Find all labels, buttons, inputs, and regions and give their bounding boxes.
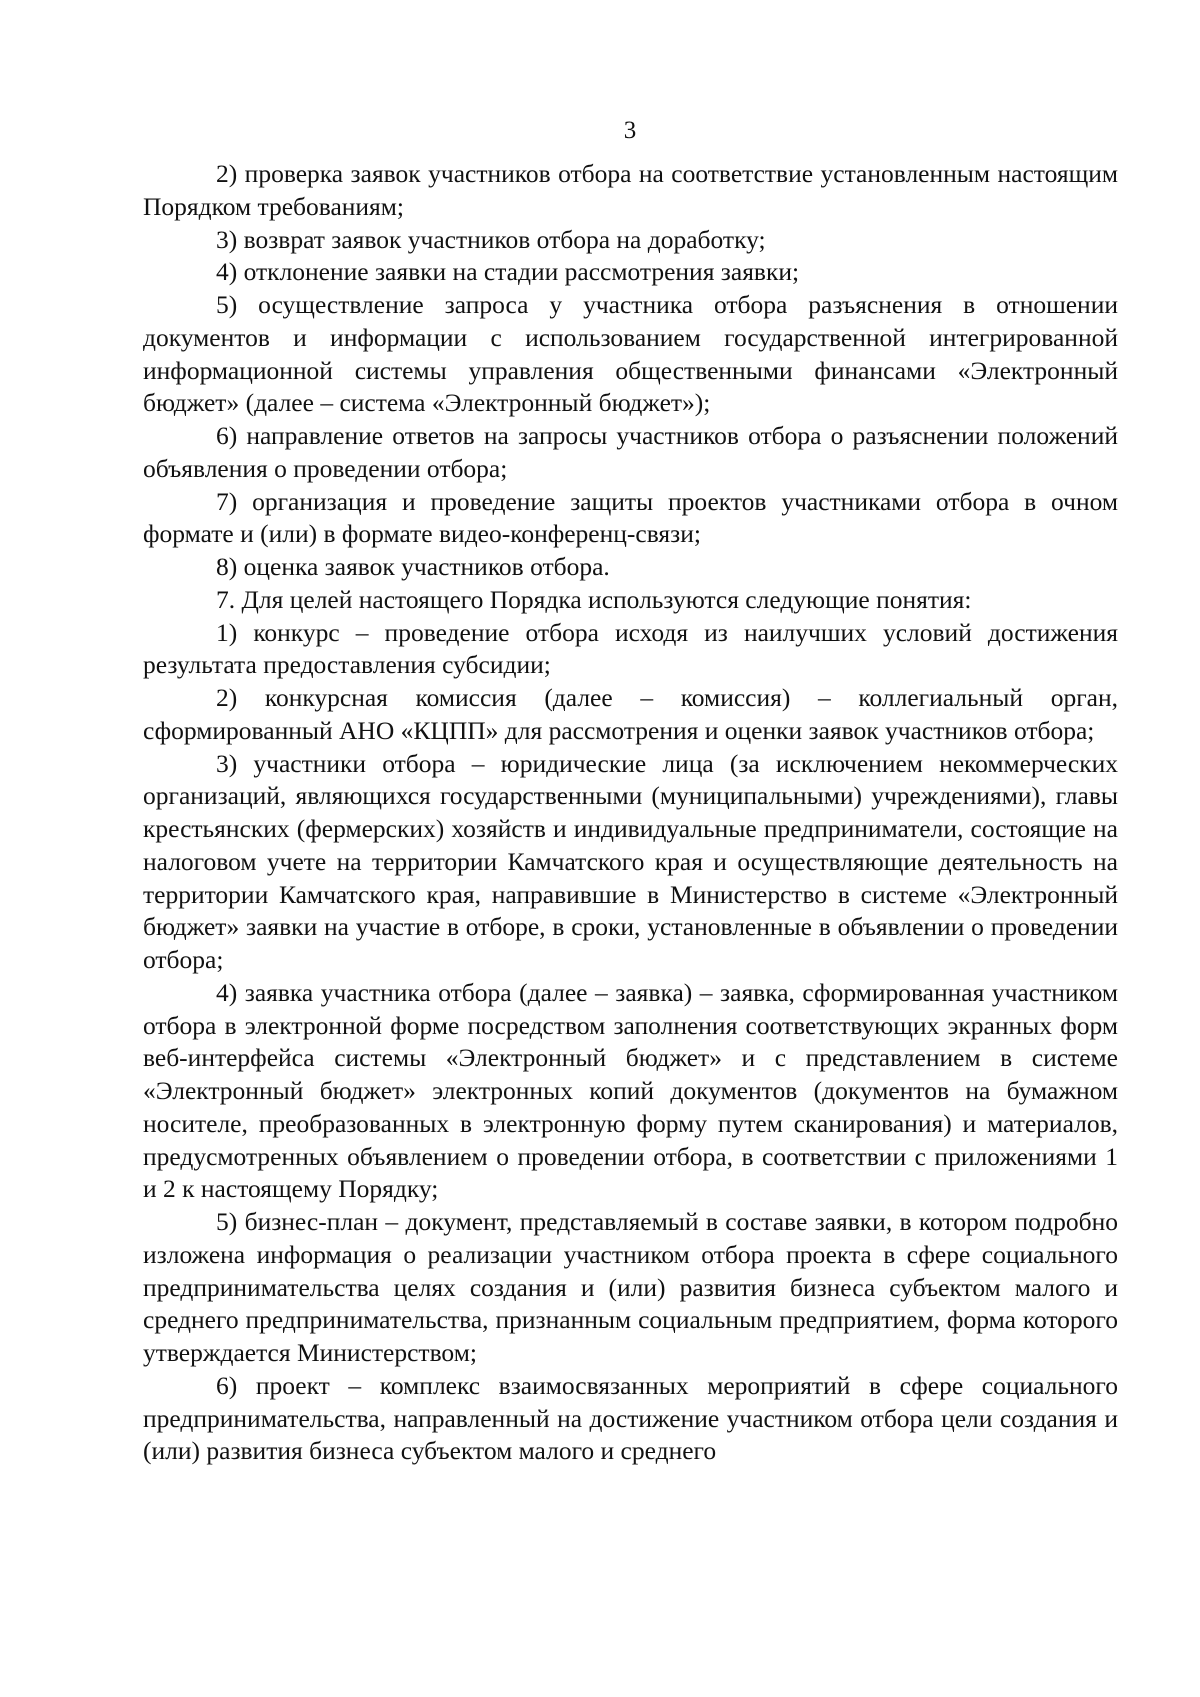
paragraph-definition-application: 4) заявка участника отбора (далее – заявка) – заявка, сформированная участником отбора в электронной форме посредством заполнения соответствующих экранных форм веб-интерфейса системы «Электронный бюджет» и с представлением в системе «Электронный бюджет» электронных копий документов (документов на бумажном носителе, преобразованных в электронную форму путем сканирования) и материалов, предусмотренных объявлением о проведении отбора, в соответствии с приложениями 1 и 2 к настоящему Порядку; bbox=[143, 977, 1118, 1204]
paragraph-definition-commission: 2) конкурсная комиссия (далее – комиссия) – коллегиальный орган, сформированный АНО «КЦПП» для рассмотрения и оценки заявок участников отбора; bbox=[143, 683, 1118, 745]
page-number: 3 bbox=[623, 117, 637, 144]
document-body bbox=[143, 158, 1118, 1468]
paragraph-item-4-reject-application: 4) отклонение заявки на стадии рассмотрения заявки; bbox=[216, 257, 800, 287]
paragraph-item-8-evaluation: 8) оценка заявок участников отбора. bbox=[216, 552, 610, 581]
paragraph-definition-contest: 1) конкурс – проведение отбора исходя из наилучших условий достижения результата предоставления субсидии; bbox=[143, 617, 1118, 680]
paragraph-item-5-clarification-request: 5) осуществление запроса у участника отбора разъяснения в отношении документов и информации с использованием государственной интегрированной информационной системы управления общественными финансами «Электронный бюджет» (далее – система «Электронный бюджет»); bbox=[143, 290, 1118, 418]
paragraph-definition-business-plan: 5) бизнес-план – документ, представляемый в составе заявки, в котором подробно изложена информация о реализации участником отбора проекта в сфере социального предпринимательства целях создания и (или) развития бизнеса субъектом малого и среднего предпринимательства, признанным социальным предприятием, форма которого утверждается Министерством; bbox=[143, 1207, 1118, 1367]
paragraph-item-3-return-applications: 3) возврат заявок участников отбора на доработку; bbox=[216, 224, 766, 254]
paragraph-item-7-project-defense: 7) организация и проведение защиты проектов участниками отбора в очном формате и (или) в формате видео-конференц-связи; bbox=[143, 486, 1118, 549]
paragraph-section-7-definitions: 7. Для целей настоящего Порядка используются следующие понятия: bbox=[216, 584, 972, 614]
paragraph-definition-project: 6) проект – комплекс взаимосвязанных мероприятий в сфере социального предпринимательства, направленный на достижение участником отбора цели создания и (или) развития бизнеса субъектом малого и среднего bbox=[143, 1370, 1118, 1466]
paragraph-item-2-check-applications: 2) проверка заявок участников отбора на соответствие установленным настоящим Порядком требованиям; bbox=[143, 159, 1118, 221]
paragraph-item-6-answers-to-requests: 6) направление ответов на запросы участников отбора о разъяснении положений объявления о проведении отбора; bbox=[143, 421, 1118, 483]
paragraph-definition-participants: 3) участники отбора – юридические лица (за исключением некоммерческих организаций, являющихся государственными (муниципальными) учреждениями), главы крестьянских (фермерских) хозяйств и индивидуальные предприниматели, состоящие на налоговом учете на территории Камчатского края и осуществляющие деятельность на территории Камчатского края, направившие в Министерство в системе «Электронный бюджет» заявки на участие в отборе, в сроки, установленные в объявлении о проведении отбора; bbox=[143, 748, 1118, 974]
